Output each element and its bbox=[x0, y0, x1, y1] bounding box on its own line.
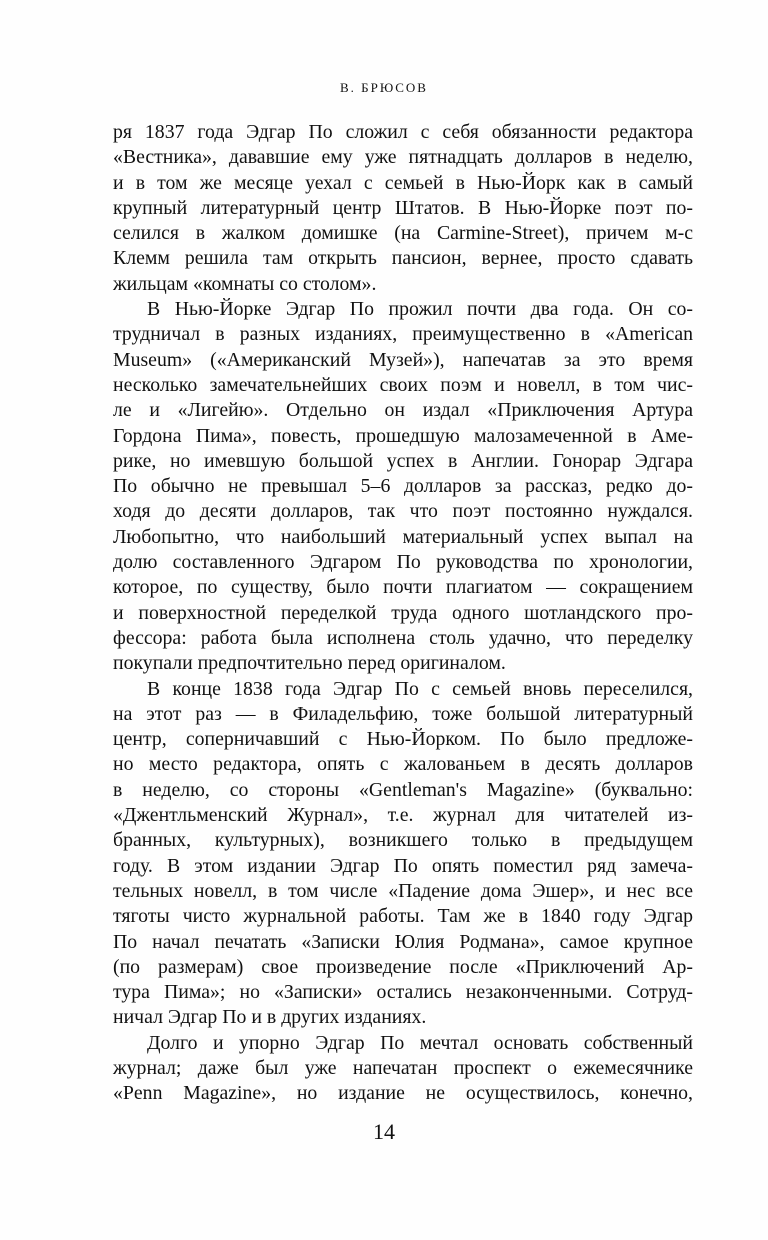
text-line: тельных новелл, в том числе «Падение дома Эшер», и нес все bbox=[113, 879, 693, 902]
text-line: По начал печатать «Записки Юлия Родмана», самое крупное bbox=[113, 930, 693, 953]
text-line: и в том же месяце уехал с семьей в Нью-Йорк как в самый bbox=[113, 171, 693, 194]
text-line: рике, но имевшую большой успех в Англии. Гонорар Эдгара bbox=[113, 449, 693, 472]
text-line: несколько замечательнейших своих поэм и новелл, в том чис- bbox=[113, 373, 693, 396]
text-line: покупали предпочтительно перед оригиналом. bbox=[113, 652, 506, 675]
text-line: В конце 1838 года Эдгар По с семьей вновь переселился, bbox=[147, 677, 693, 700]
text-line: которое, по существу, было почти плагиатом — сокращением bbox=[113, 576, 693, 599]
text-line: журнал; даже был уже напечатан проспект о ежемесячнике bbox=[113, 1056, 693, 1079]
text-line: и поверхностной переделкой труда одного шотландского про- bbox=[113, 601, 693, 624]
text-line: ходя до десяти долларов, так что поэт постоянно нуждался. bbox=[113, 500, 693, 523]
text-line: трудничал в разных изданиях, преимущественно в «American bbox=[113, 323, 693, 346]
text-line: бранных, культурных), возникшего только в предыдущем bbox=[113, 829, 693, 852]
text-line: на этот раз — в Филадельфию, тоже большой литературный bbox=[113, 702, 693, 725]
text-line: В Нью-Йорке Эдгар По прожил почти два года. Он со- bbox=[147, 298, 693, 321]
paragraph bbox=[113, 297, 693, 676]
text-line: «Вестника», дававшие ему уже пятнадцать долларов в неделю, bbox=[113, 146, 693, 169]
text-line: тяготы чисто журнальной работы. Там же в 1840 году Эдгар bbox=[113, 905, 693, 928]
text-line: селился в жалком домишке (на Carmine-Street), причем м-с bbox=[113, 222, 693, 245]
text-line: долю составленного Эдгаром По руководства по хронологии, bbox=[113, 551, 693, 574]
body-text bbox=[113, 120, 693, 1107]
text-line: Любопытно, что наибольший материальный успех выпал на bbox=[113, 525, 693, 548]
text-line: (по размерам) свое произведение после «Приключений Ар- bbox=[113, 955, 693, 978]
text-line: году. В этом издании Эдгар По опять поместил ряд замеча- bbox=[113, 854, 693, 877]
page-number: 14 bbox=[373, 1119, 395, 1144]
text-line: Клемм решила там открыть пансион, вернее, просто сдавать bbox=[113, 247, 693, 270]
text-line: в неделю, со стороны «Gentleman's Magazine» (буквально: bbox=[113, 778, 693, 801]
paragraph bbox=[113, 1031, 693, 1107]
text-line: Museum» («Американский Музей»), напечатав за это время bbox=[113, 348, 693, 371]
text-line: тура Пима»; но «Записки» остались незаконченными. Сотруд- bbox=[113, 981, 693, 1004]
text-line: «Penn Magazine», но издание не осуществилось, конечно, bbox=[113, 1082, 693, 1105]
text-line: По обычно не превышал 5–6 долларов за рассказ, редко до- bbox=[113, 475, 693, 498]
text-line: крупный литературный центр Штатов. В Нью-Йорке поэт по- bbox=[113, 196, 693, 219]
text-line: ничал Эдгар По и в других изданиях. bbox=[113, 1006, 427, 1029]
text-line: центр, соперничавший с Нью-Йорком. По было предложе- bbox=[113, 728, 693, 751]
running-head: В. БРЮСОВ bbox=[340, 80, 428, 95]
text-line: «Джентльменский Журнал», т.е. журнал для читателей из- bbox=[113, 804, 693, 827]
paragraph bbox=[113, 677, 693, 1031]
text-line: ря 1837 года Эдгар По сложил с себя обязанности редактора bbox=[113, 121, 693, 143]
text-line: Долго и упорно Эдгар По мечтал основать собственный bbox=[147, 1031, 693, 1054]
text-line: ле и «Лигейю». Отдельно он издал «Приключения Артура bbox=[113, 399, 693, 422]
text-line: жильцам «комнаты со столом». bbox=[113, 272, 377, 295]
text-line: Гордона Пима», повесть, прошедшую малозамеченной в Аме- bbox=[113, 424, 693, 447]
text-line: но место редактора, опять с жалованьем в десять долларов bbox=[113, 753, 693, 776]
text-line: фессора: работа была исполнена столь удачно, что переделку bbox=[113, 626, 693, 649]
paragraph bbox=[113, 120, 693, 297]
